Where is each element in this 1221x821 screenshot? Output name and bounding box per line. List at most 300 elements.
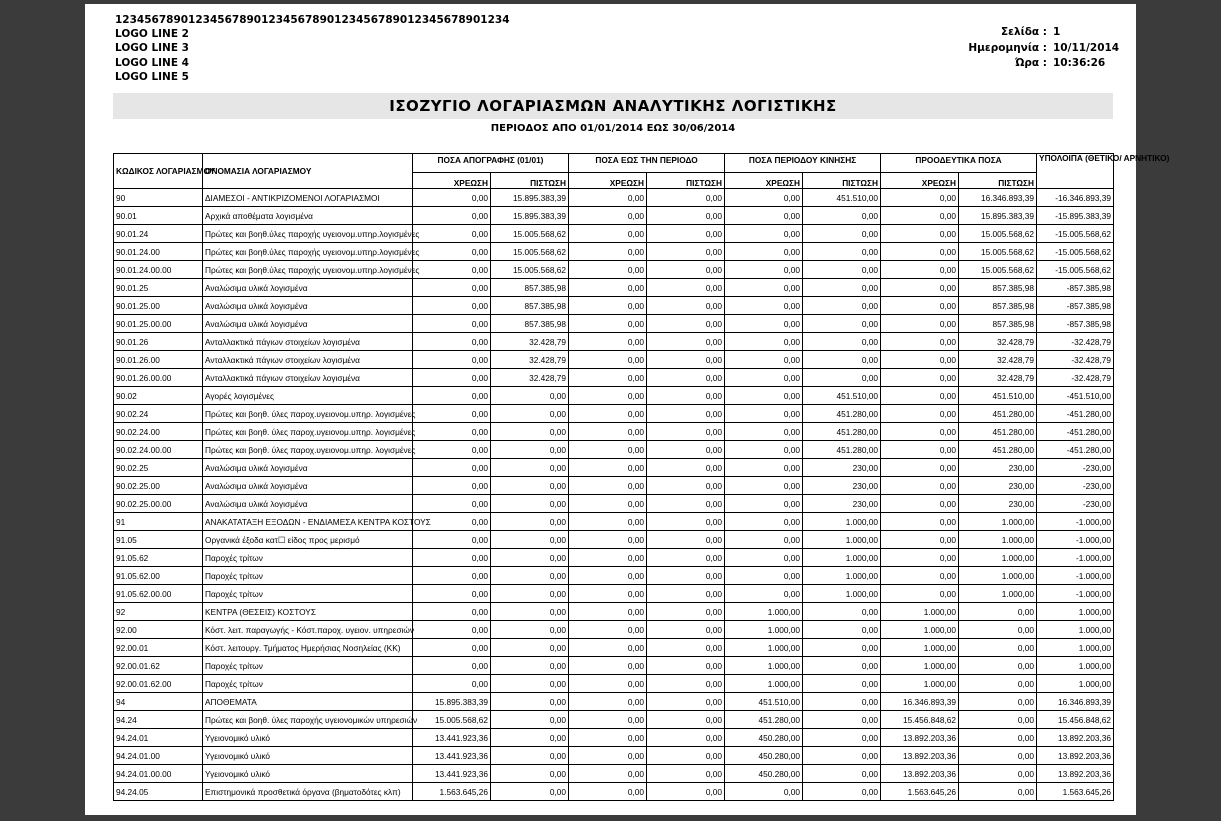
table-row xyxy=(114,675,1114,693)
cell-code: 92.00.01 xyxy=(114,639,203,657)
cell-toperiod-credit: 0,00 xyxy=(647,405,725,423)
cell-toperiod-credit: 0,00 xyxy=(647,261,725,279)
cell-period-credit: 230,00 xyxy=(803,495,881,513)
cell-toperiod-debit: 0,00 xyxy=(569,765,647,783)
cell-period-debit: 0,00 xyxy=(725,459,803,477)
cell-cum-credit: 15.005.568,62 xyxy=(959,243,1037,261)
col-header-debit: ΧΡΕΩΣΗ xyxy=(569,173,647,189)
table-row xyxy=(114,531,1114,549)
cell-cum-credit: 0,00 xyxy=(959,783,1037,801)
cell-code: 90.01.24 xyxy=(114,225,203,243)
cell-toperiod-credit: 0,00 xyxy=(647,657,725,675)
table-row xyxy=(114,657,1114,675)
cell-cum-debit: 0,00 xyxy=(881,405,959,423)
cell-period-credit: 0,00 xyxy=(803,711,881,729)
cell-cum-credit: 1.000,00 xyxy=(959,585,1037,603)
cell-inv-debit: 13.441.923,36 xyxy=(413,747,491,765)
cell-balance: 1.000,00 xyxy=(1037,603,1114,621)
cell-name: Παροχές τρίτων xyxy=(203,675,413,693)
cell-inv-debit: 0,00 xyxy=(413,351,491,369)
cell-inv-credit: 0,00 xyxy=(491,585,569,603)
cell-inv-credit: 0,00 xyxy=(491,513,569,531)
table-row xyxy=(114,693,1114,711)
cell-balance: -230,00 xyxy=(1037,459,1114,477)
cell-cum-credit: 1.000,00 xyxy=(959,513,1037,531)
cell-inv-debit: 0,00 xyxy=(413,297,491,315)
cell-balance: 13.892.203,36 xyxy=(1037,765,1114,783)
cell-toperiod-debit: 0,00 xyxy=(569,747,647,765)
col-header-debit: ΧΡΕΩΣΗ xyxy=(881,173,959,189)
table-row xyxy=(114,747,1114,765)
cell-balance: -32.428,79 xyxy=(1037,369,1114,387)
cell-cum-debit: 1.563.645,26 xyxy=(881,783,959,801)
cell-period-debit: 450.280,00 xyxy=(725,729,803,747)
cell-inv-credit: 0,00 xyxy=(491,621,569,639)
report-page xyxy=(85,4,1170,815)
cell-period-credit: 0,00 xyxy=(803,351,881,369)
cell-period-debit: 0,00 xyxy=(725,243,803,261)
cell-inv-credit: 0,00 xyxy=(491,783,569,801)
cell-period-credit: 1.000,00 xyxy=(803,513,881,531)
cell-name: Πρώτες και βοηθ. ύλες παροχ.υγειονομ.υπηρ. λογισμένες xyxy=(203,441,413,459)
table-row xyxy=(114,207,1114,225)
cell-balance: -1.000,00 xyxy=(1037,513,1114,531)
cell-toperiod-credit: 0,00 xyxy=(647,351,725,369)
cell-period-credit: 0,00 xyxy=(803,783,881,801)
logo-line: 123456789012345678901234567890123456789012345678901234 xyxy=(115,14,510,26)
cell-cum-credit: 0,00 xyxy=(959,747,1037,765)
cell-name: Πρώτες και βοηθ.ύλες παροχής υγειονομ.υπηρ.λογισμένες xyxy=(203,243,413,261)
cell-toperiod-credit: 0,00 xyxy=(647,675,725,693)
cell-toperiod-credit: 0,00 xyxy=(647,369,725,387)
table-row xyxy=(114,423,1114,441)
logo-line: LOGO LINE 3 xyxy=(115,42,189,55)
cell-code: 94.24.01.00 xyxy=(114,747,203,765)
cell-inv-credit: 0,00 xyxy=(491,477,569,495)
cell-balance: -857.385,98 xyxy=(1037,297,1114,315)
table-row xyxy=(114,279,1114,297)
cell-cum-debit: 1.000,00 xyxy=(881,675,959,693)
logo-line: LOGO LINE 4 xyxy=(115,56,189,69)
cell-period-credit: 0,00 xyxy=(803,729,881,747)
cell-name: Πρώτες και βοηθ. ύλες παροχής υγειονομικών υπηρεσιών xyxy=(203,711,413,729)
cell-toperiod-debit: 0,00 xyxy=(569,693,647,711)
cell-cum-credit: 230,00 xyxy=(959,477,1037,495)
date-value: 10/11/2014 xyxy=(1053,41,1120,54)
cell-period-credit: 1.000,00 xyxy=(803,549,881,567)
table-row xyxy=(114,243,1114,261)
cell-inv-credit: 0,00 xyxy=(491,423,569,441)
col-group-inventory: ΠΟΣΑ ΑΠΟΓΡΑΦΗΣ (01/01) xyxy=(413,154,569,173)
table-body xyxy=(114,189,1114,801)
cell-inv-credit: 857.385,98 xyxy=(491,279,569,297)
cell-inv-debit: 0,00 xyxy=(413,603,491,621)
cell-toperiod-debit: 0,00 xyxy=(569,297,647,315)
cell-inv-credit: 0,00 xyxy=(491,639,569,657)
col-header-credit: ΠΙΣΤΩΣΗ xyxy=(803,173,881,189)
cell-period-credit: 230,00 xyxy=(803,459,881,477)
cell-balance: -230,00 xyxy=(1037,495,1114,513)
col-group-period-movement: ΠΟΣΑ ΠΕΡΙΟΔΟΥ ΚΙΝΗΣΗΣ xyxy=(725,154,881,173)
cell-balance: 1.000,00 xyxy=(1037,675,1114,693)
cell-name: Αναλώσιμα υλικά λογισμένα xyxy=(203,279,413,297)
cell-inv-debit: 0,00 xyxy=(413,585,491,603)
cell-cum-debit: 0,00 xyxy=(881,351,959,369)
cell-period-debit: 0,00 xyxy=(725,189,803,207)
cell-name: ΔΙΑΜΕΣΟΙ - ΑΝΤΙΚΡΙΖΟΜΕΝΟΙ ΛΟΓΑΡΙΑΣΜΟΙ xyxy=(203,189,413,207)
report-meta xyxy=(935,25,1119,72)
col-header-balance: ΥΠΟΛΟΙΠΑ (ΘΕΤΙΚΟ/ ΑΡΝΗΤΙΚΟ) xyxy=(1037,154,1114,189)
cell-toperiod-debit: 0,00 xyxy=(569,675,647,693)
cell-period-debit: 0,00 xyxy=(725,297,803,315)
table-row xyxy=(114,549,1114,567)
cell-cum-debit: 0,00 xyxy=(881,333,959,351)
cell-cum-credit: 1.000,00 xyxy=(959,567,1037,585)
cell-cum-debit: 1.000,00 xyxy=(881,639,959,657)
cell-period-debit: 0,00 xyxy=(725,531,803,549)
cell-cum-debit: 0,00 xyxy=(881,441,959,459)
cell-cum-credit: 0,00 xyxy=(959,693,1037,711)
cell-toperiod-credit: 0,00 xyxy=(647,207,725,225)
cell-period-credit: 0,00 xyxy=(803,207,881,225)
cell-inv-debit: 1.563.645,26 xyxy=(413,783,491,801)
cell-inv-debit: 0,00 xyxy=(413,333,491,351)
cell-period-debit: 0,00 xyxy=(725,567,803,585)
cell-name: Αγορές λογισμένες xyxy=(203,387,413,405)
cell-balance: -230,00 xyxy=(1037,477,1114,495)
cell-cum-debit: 0,00 xyxy=(881,207,959,225)
table-row xyxy=(114,639,1114,657)
table-row xyxy=(114,333,1114,351)
cell-code: 92.00.01.62 xyxy=(114,657,203,675)
cell-cum-debit: 15.456.848,62 xyxy=(881,711,959,729)
cell-inv-credit: 0,00 xyxy=(491,495,569,513)
cell-cum-credit: 0,00 xyxy=(959,621,1037,639)
cell-period-debit: 0,00 xyxy=(725,423,803,441)
cell-inv-debit: 0,00 xyxy=(413,243,491,261)
table-row xyxy=(114,495,1114,513)
cell-inv-debit: 0,00 xyxy=(413,315,491,333)
cell-toperiod-credit: 0,00 xyxy=(647,459,725,477)
cell-name: ΑΝΑΚΑΤΑΤΑΞΗ ΕΞΟΔΩΝ - ΕΝΔΙΑΜΕΣΑ ΚΕΝΤΡΑ ΚΟΣΤΟΥΣ xyxy=(203,513,413,531)
cell-period-debit: 451.510,00 xyxy=(725,693,803,711)
cell-inv-debit: 0,00 xyxy=(413,189,491,207)
table-row xyxy=(114,477,1114,495)
cell-period-credit: 0,00 xyxy=(803,765,881,783)
cell-cum-debit: 0,00 xyxy=(881,549,959,567)
cell-period-credit: 451.280,00 xyxy=(803,441,881,459)
cell-name: Ανταλλακτικά πάγιων στοιχείων λογισμένα xyxy=(203,351,413,369)
logo-line: LOGO LINE 2 xyxy=(115,28,189,41)
cell-toperiod-credit: 0,00 xyxy=(647,189,725,207)
cell-period-credit: 0,00 xyxy=(803,315,881,333)
cell-toperiod-credit: 0,00 xyxy=(647,531,725,549)
cell-cum-credit: 451.510,00 xyxy=(959,387,1037,405)
cell-period-credit: 0,00 xyxy=(803,675,881,693)
cell-inv-credit: 0,00 xyxy=(491,567,569,585)
cell-code: 90.01.25.00 xyxy=(114,297,203,315)
cell-name: Πρώτες και βοηθ.ύλες παροχής υγειονομ.υπηρ.λογισμένες xyxy=(203,225,413,243)
cell-period-credit: 451.510,00 xyxy=(803,189,881,207)
cell-period-debit: 1.000,00 xyxy=(725,675,803,693)
cell-cum-credit: 0,00 xyxy=(959,729,1037,747)
cell-period-credit: 1.000,00 xyxy=(803,567,881,585)
cell-period-credit: 0,00 xyxy=(803,693,881,711)
cell-cum-credit: 0,00 xyxy=(959,639,1037,657)
cell-inv-debit: 0,00 xyxy=(413,369,491,387)
cell-toperiod-debit: 0,00 xyxy=(569,639,647,657)
cell-period-debit: 0,00 xyxy=(725,369,803,387)
cell-toperiod-debit: 0,00 xyxy=(569,621,647,639)
table-row xyxy=(114,513,1114,531)
cell-toperiod-debit: 0,00 xyxy=(569,603,647,621)
cell-balance: -1.000,00 xyxy=(1037,549,1114,567)
cell-inv-debit: 0,00 xyxy=(413,621,491,639)
cell-cum-debit: 0,00 xyxy=(881,531,959,549)
page-number-row xyxy=(935,25,1119,41)
cell-period-credit: 0,00 xyxy=(803,279,881,297)
cell-cum-debit: 0,00 xyxy=(881,279,959,297)
cell-period-debit: 0,00 xyxy=(725,387,803,405)
col-header-debit: ΧΡΕΩΣΗ xyxy=(413,173,491,189)
cell-period-credit: 0,00 xyxy=(803,261,881,279)
cell-cum-debit: 0,00 xyxy=(881,369,959,387)
cell-toperiod-debit: 0,00 xyxy=(569,729,647,747)
cell-inv-credit: 0,00 xyxy=(491,765,569,783)
cell-inv-debit: 13.441.923,36 xyxy=(413,765,491,783)
cell-balance: 1.000,00 xyxy=(1037,621,1114,639)
cell-balance: 16.346.893,39 xyxy=(1037,693,1114,711)
cell-period-debit: 0,00 xyxy=(725,585,803,603)
cell-toperiod-credit: 0,00 xyxy=(647,315,725,333)
cell-toperiod-credit: 0,00 xyxy=(647,783,725,801)
cell-name: Υγειονομικό υλικό xyxy=(203,729,413,747)
report-period: ΠΕΡΙΟΔΟΣ ΑΠΟ 01/01/2014 ΕΩΣ 30/06/2014 xyxy=(490,123,736,134)
table-row xyxy=(114,405,1114,423)
cell-code: 91.05 xyxy=(114,531,203,549)
cell-inv-credit: 15.895.383,39 xyxy=(491,189,569,207)
cell-name: Παροχές τρίτων xyxy=(203,657,413,675)
cell-cum-credit: 15.005.568,62 xyxy=(959,261,1037,279)
cell-balance: 1.563.645,26 xyxy=(1037,783,1114,801)
cell-toperiod-debit: 0,00 xyxy=(569,549,647,567)
cell-inv-credit: 15.895.383,39 xyxy=(491,207,569,225)
cell-inv-credit: 0,00 xyxy=(491,711,569,729)
cell-cum-debit: 0,00 xyxy=(881,423,959,441)
cell-cum-debit: 0,00 xyxy=(881,315,959,333)
cell-period-credit: 0,00 xyxy=(803,369,881,387)
cell-inv-credit: 0,00 xyxy=(491,675,569,693)
cell-code: 91.05.62 xyxy=(114,549,203,567)
logo-line: LOGO LINE 5 xyxy=(115,70,189,83)
cell-code: 92.00.01.62.00 xyxy=(114,675,203,693)
cell-inv-debit: 0,00 xyxy=(413,657,491,675)
cell-balance: -32.428,79 xyxy=(1037,351,1114,369)
cell-inv-credit: 0,00 xyxy=(491,729,569,747)
cell-toperiod-debit: 0,00 xyxy=(569,207,647,225)
cell-inv-debit: 0,00 xyxy=(413,477,491,495)
cell-inv-credit: 0,00 xyxy=(491,405,569,423)
cell-balance: 15.456.848,62 xyxy=(1037,711,1114,729)
cell-period-credit: 0,00 xyxy=(803,639,881,657)
cell-inv-credit: 15.005.568,62 xyxy=(491,261,569,279)
cell-toperiod-credit: 0,00 xyxy=(647,639,725,657)
cell-balance: -1.000,00 xyxy=(1037,567,1114,585)
table-row xyxy=(114,441,1114,459)
cell-code: 90.02.24 xyxy=(114,405,203,423)
cell-period-credit: 0,00 xyxy=(803,657,881,675)
cell-period-debit: 0,00 xyxy=(725,279,803,297)
cell-toperiod-debit: 0,00 xyxy=(569,477,647,495)
cell-toperiod-debit: 0,00 xyxy=(569,351,647,369)
cell-toperiod-credit: 0,00 xyxy=(647,549,725,567)
col-header-credit: ΠΙΣΤΩΣΗ xyxy=(491,173,569,189)
cell-inv-debit: 0,00 xyxy=(413,423,491,441)
cell-period-credit: 0,00 xyxy=(803,747,881,765)
cell-toperiod-debit: 0,00 xyxy=(569,567,647,585)
table-header xyxy=(114,153,1170,189)
cell-cum-credit: 857.385,98 xyxy=(959,279,1037,297)
cell-cum-debit: 0,00 xyxy=(881,297,959,315)
cell-inv-credit: 32.428,79 xyxy=(491,369,569,387)
cell-code: 90.01 xyxy=(114,207,203,225)
cell-period-debit: 0,00 xyxy=(725,441,803,459)
cell-inv-debit: 0,00 xyxy=(413,513,491,531)
col-group-to-period: ΠΟΣΑ ΕΩΣ ΤΗΝ ΠΕΡΙΟΔΟ xyxy=(569,154,725,173)
cell-inv-debit: 0,00 xyxy=(413,495,491,513)
cell-cum-debit: 13.892.203,36 xyxy=(881,765,959,783)
cell-toperiod-credit: 0,00 xyxy=(647,333,725,351)
cell-cum-credit: 451.280,00 xyxy=(959,441,1037,459)
cell-period-debit: 0,00 xyxy=(725,477,803,495)
cell-toperiod-debit: 0,00 xyxy=(569,333,647,351)
cell-inv-debit: 13.441.923,36 xyxy=(413,729,491,747)
cell-toperiod-credit: 0,00 xyxy=(647,387,725,405)
cell-toperiod-debit: 0,00 xyxy=(569,783,647,801)
cell-cum-credit: 857.385,98 xyxy=(959,315,1037,333)
cell-toperiod-credit: 0,00 xyxy=(647,423,725,441)
cell-name: Υγειονομικό υλικό xyxy=(203,747,413,765)
cell-cum-debit: 1.000,00 xyxy=(881,621,959,639)
cell-cum-credit: 32.428,79 xyxy=(959,351,1037,369)
cell-code: 90.02.24.00.00 xyxy=(114,441,203,459)
cell-toperiod-credit: 0,00 xyxy=(647,297,725,315)
cell-code: 94.24.01 xyxy=(114,729,203,747)
table-row xyxy=(114,765,1114,783)
cell-code: 94 xyxy=(114,693,203,711)
cell-cum-debit: 0,00 xyxy=(881,459,959,477)
cell-inv-debit: 0,00 xyxy=(413,441,491,459)
cell-code: 94.24 xyxy=(114,711,203,729)
cell-inv-credit: 15.005.568,62 xyxy=(491,243,569,261)
cell-period-credit: 1.000,00 xyxy=(803,585,881,603)
cell-period-debit: 1.000,00 xyxy=(725,603,803,621)
cell-toperiod-credit: 0,00 xyxy=(647,567,725,585)
cell-inv-credit: 0,00 xyxy=(491,549,569,567)
cell-inv-credit: 0,00 xyxy=(491,459,569,477)
cell-toperiod-debit: 0,00 xyxy=(569,225,647,243)
cell-cum-credit: 0,00 xyxy=(959,675,1037,693)
cell-toperiod-credit: 0,00 xyxy=(647,747,725,765)
cell-period-credit: 1.000,00 xyxy=(803,531,881,549)
cell-inv-debit: 0,00 xyxy=(413,207,491,225)
date-label: Ημερομηνία : xyxy=(968,41,1047,54)
cell-inv-credit: 15.005.568,62 xyxy=(491,225,569,243)
cell-balance: -451.510,00 xyxy=(1037,387,1114,405)
cell-balance: -1.000,00 xyxy=(1037,531,1114,549)
cell-toperiod-credit: 0,00 xyxy=(647,495,725,513)
col-header-code: ΚΩΔΙΚΟΣ ΛΟΓΑΡΙΑΣΜΟΥ xyxy=(114,154,203,189)
cell-toperiod-debit: 0,00 xyxy=(569,423,647,441)
col-header-credit: ΠΙΣΤΩΣΗ xyxy=(959,173,1037,189)
cell-name: Παροχές τρίτων xyxy=(203,567,413,585)
cell-name: Επιστημονικά προσθετικά όργανα (βηματοδότες κλπ) xyxy=(203,783,413,801)
table-row xyxy=(114,459,1114,477)
cell-cum-debit: 16.346.893,39 xyxy=(881,693,959,711)
page-label: Σελίδα : xyxy=(1000,26,1047,38)
cell-period-debit: 0,00 xyxy=(725,549,803,567)
table-row xyxy=(114,621,1114,639)
cell-period-credit: 0,00 xyxy=(803,603,881,621)
cell-toperiod-debit: 0,00 xyxy=(569,261,647,279)
logo-block xyxy=(115,13,510,84)
cell-toperiod-debit: 0,00 xyxy=(569,585,647,603)
cell-cum-debit: 0,00 xyxy=(881,189,959,207)
ledger-table xyxy=(113,153,1170,801)
cell-code: 91 xyxy=(114,513,203,531)
cell-cum-debit: 13.892.203,36 xyxy=(881,747,959,765)
cell-name: Υγειονομικό υλικό xyxy=(203,765,413,783)
cell-cum-credit: 230,00 xyxy=(959,459,1037,477)
cell-balance: -857.385,98 xyxy=(1037,279,1114,297)
date-row xyxy=(935,41,1119,57)
cell-cum-credit: 857.385,98 xyxy=(959,297,1037,315)
cell-balance: -857.385,98 xyxy=(1037,315,1114,333)
cell-toperiod-credit: 0,00 xyxy=(647,225,725,243)
cell-toperiod-debit: 0,00 xyxy=(569,189,647,207)
cell-toperiod-debit: 0,00 xyxy=(569,531,647,549)
table-row xyxy=(114,567,1114,585)
cell-code: 90.01.26 xyxy=(114,333,203,351)
cell-period-credit: 0,00 xyxy=(803,333,881,351)
cell-period-credit: 0,00 xyxy=(803,297,881,315)
cell-period-debit: 0,00 xyxy=(725,315,803,333)
cell-balance: 1.000,00 xyxy=(1037,639,1114,657)
cell-inv-debit: 0,00 xyxy=(413,675,491,693)
cell-period-debit: 0,00 xyxy=(725,225,803,243)
cell-toperiod-debit: 0,00 xyxy=(569,513,647,531)
cell-inv-credit: 0,00 xyxy=(491,747,569,765)
cell-cum-debit: 0,00 xyxy=(881,495,959,513)
cell-balance: 1.000,00 xyxy=(1037,657,1114,675)
table-row xyxy=(114,351,1114,369)
table-row xyxy=(114,387,1114,405)
cell-code: 94.24.01.00.00 xyxy=(114,765,203,783)
cell-period-debit: 1.000,00 xyxy=(725,621,803,639)
cell-code: 90 xyxy=(114,189,203,207)
cell-period-debit: 450.280,00 xyxy=(725,765,803,783)
cell-cum-credit: 1.000,00 xyxy=(959,531,1037,549)
cell-code: 90.01.25 xyxy=(114,279,203,297)
cell-period-debit: 0,00 xyxy=(725,783,803,801)
cell-name: Κόστ. λειτ. παραγωγής - Κόστ.παροχ. υγειον. υπηρεσιών xyxy=(203,621,413,639)
cell-code: 92.00 xyxy=(114,621,203,639)
page-value: 1 xyxy=(1053,26,1061,38)
cell-toperiod-debit: 0,00 xyxy=(569,495,647,513)
cell-name: Αναλώσιμα υλικά λογισμένα xyxy=(203,315,413,333)
cell-inv-credit: 0,00 xyxy=(491,441,569,459)
cell-cum-credit: 32.428,79 xyxy=(959,369,1037,387)
